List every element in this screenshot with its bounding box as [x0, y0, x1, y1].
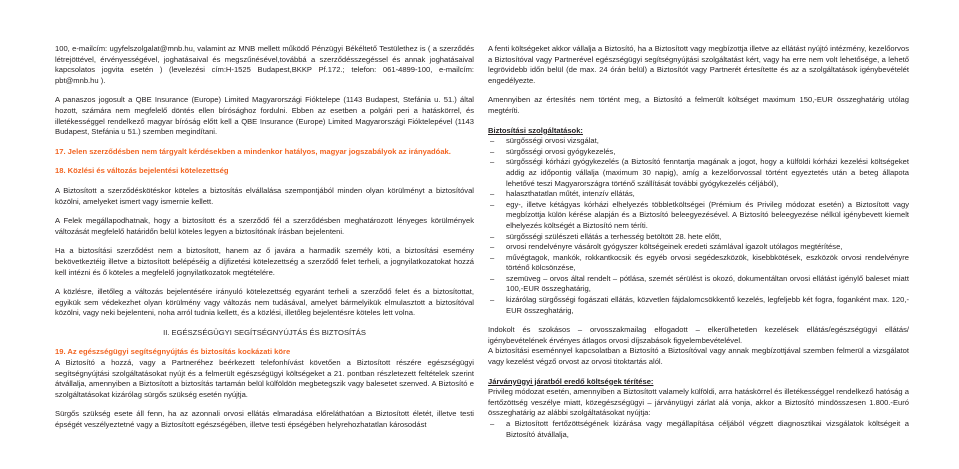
- services-title: Biztosítási szolgáltatások:: [488, 125, 583, 135]
- list-item: – a Biztosított fertőzöttségének kizárása vagy megállapítása céljából végzett diagnosztikai vizsgálatok költségeit a Biztosító átvállalja,: [488, 419, 909, 440]
- treatment-paragraph: Indokolt és szokásos – orvosszakmailag elfogadott – elkerülhetetlen kezelések ellátás/egészségügyi ellátás/ igénybevételének érvényes átlagos orvosi díjszabások figyelembevételével.: [488, 325, 909, 345]
- left-column: [55, 44, 474, 440]
- section-2-title: II. EGÉSZSÉGÜGYI SEGÍTSÉGNYÚJTÁS ÉS BIZTOSÍTÁS: [163, 327, 366, 337]
- agreement-paragraph: A Felek megállapodhatnak, hogy a biztosított és a szerződő fél a szerződésben meghatározott lényeges körülmények változását megfelelő határidőn belül köteles legyen a biztosítónak írásban bejelenteni.: [55, 216, 474, 236]
- list-item: – sürgősségi orvosi vizsgálat,: [488, 136, 909, 147]
- list-item: – egy-, illetve kétágyas kórházi elhelyezés többletköltségei (Prémium és Privileg módozat esetén) a Biztosított vagy megbízottja külön kérése alapján és a Biztosító beleegyezésével. A Biztosító beleegyezése nélkül igénybevett kiemelt elhelyezés költségét a Biztosító nem téríti.: [488, 200, 909, 232]
- services-list: [488, 136, 909, 316]
- list-item: – sürgősségi kórházi gyógykezelés (a Biztosító fenntartja magának a jogot, hogy a külföldi kórházi kezelési költségeket addig az időpontig vállalja (maximum 30 napig), amíg a kezelőorvossal történt egyeztetés után a beteg állapota lehetővé teszi Magyarországra történő szállítását további gyógykezelés céljából),: [488, 157, 909, 189]
- contact-paragraph: 100, e-mailcím: ugyfelszolgalat@mnb.hu, valamint az MNB mellett működő Pénzügyi Békéltető Testülethez is ( a szerződés létrejöttével, érvényességével, joghatásaival és megszűnésével,továbbá a szerződésszegéssel és annak joghatásaival kapcsolatos jogvita esetén ) (levelezési cím:H-1525 Budapest,BKKP Pf.172.; telefon: 061-4899-100, e-mailcím: pbt@mnb.hu ).: [55, 44, 474, 85]
- list-item: – orvosi rendelvényre vásárolt gyógyszer költségeinek eredeti számlával igazolt utólagos megtérítése,: [488, 242, 909, 253]
- third-party-paragraph: Ha a biztosítási szerződést nem a biztosított, hanem az ő javára a harmadik személy köti, a biztosítási esemény bekövetkeztéig illetve a biztosított belépéséig a díjfizetési kötelezettség a szerződő felet terheli, a jognyilatkozatokat hozzá kell intézni és ő köteles a megfelelő jognyilatkozatok megtételére.: [55, 246, 474, 277]
- notification-paragraph: A közlésre, illetőleg a változás bejelentésére irányuló kötelezettség egyaránt terheli a szerződő felet és a biztosítottat, egyikük sem védekezhet olyan körülmény vagy változás nem tudásával, amelyet bármelyikük elmulasztott a biztosítóval közölni, vagy neki bejelenteni, noha arról tudnia kellett, és a közlési, illetőleg bejelentésre köteles lett volna.: [55, 287, 474, 318]
- confidentiality-paragraph: A biztosítási eseménnyel kapcsolatban a Biztosító a Biztosítóval vagy annak megbízottjával szemben felmerül a vizsgálatot vagy kezelést végző orvost az orvosi titoktartás alól.: [488, 346, 909, 367]
- list-item: – sürgősségi orvosi gyógykezelés,: [488, 147, 909, 158]
- emergency-paragraph: Sürgős szükség esete áll fenn, ha az azonnali orvosi ellátás elmaradása előreláthatóan a Biztosított életét, illetve testi épségét veszélyeztetné vagy a Biztosított egészségében, illetve testi épségében helyrehozhatatlan károsodást: [55, 409, 474, 430]
- reimbursement-paragraph: Amennyiben az értesítés nem történt meg, a Biztosító a felmerült költséget maximum 150,-EUR összeghatárig utólag megtéríti.: [488, 95, 909, 115]
- epidemic-title: Járványügyi járatból eredő költségek térítése:: [488, 376, 654, 386]
- list-item: – szemüveg – orvos által rendelt – pótlása, szemét sérülést is okozó, dokumentáltan orvosi ellátást igénylő baleset miatt 100,-EUR összeghatárig,: [488, 274, 909, 295]
- epidemic-paragraph: Privileg módozat esetén, amennyiben a Biztosított valamely külföldi, arra hatáskörrel és illetékességgel rendelkező hatóság a fertőzöttség veszélye miatt, közegészségügyi – járványügyi zárlat alá vonja, akkor a Biztosító mindösszesen 1.800.-Euró összeghatárig az alábbi szolgáltatásokat nyújtja:: [488, 387, 909, 418]
- complaint-paragraph: A panaszos jogosult a QBE Insurance (Europe) Limited Magyarországi Fióktelepe (1143 Budapest, Stefánia u. 51.) által hozott, számára nem megfelelő döntés ellen bírósághoz fordulni. Ebben az esetben a polgári peri a hatáskörrel, és illetékességgel rendelkező magyar bíróság előtt kell a QBE Insurance (Europe) Limited Magyarországi Fióktelepével (1143 Budapest, Stefánia u 51.) szemben megindítani.: [55, 95, 474, 137]
- coverage-paragraph: A Biztosító a hozzá, vagy a Partneréhez beérkezett telefonhívást követően a Biztosított részére egészségügyi segítségnyújtási szolgáltatásokat nyújt és a felmerült egészségügyi költségeket a 21. pontban részletezett feltételek szerint átvállalja, amennyiben a Biztosított a biztosítás tartamán belül külföldön megbetegszik vagy balesetet szenved. A Biztosító e szolgáltatásokat kizárólag sürgős szükség esetén nyújtja.: [55, 358, 474, 399]
- right-column: [488, 44, 909, 440]
- section-18-heading: 18. Közlési és változás bejelentési kötelezettség: [55, 166, 229, 176]
- section-19-heading: 19. Az egészségügyi segítségnyújtás és biztosítás kockázati köre: [55, 347, 291, 357]
- list-item: – művégtagok, mankók, rokkantkocsik és egyéb orvosi segédeszközök, kisebbkötések, eszközök orvosi rendelvényre történő kölcsönzése,: [488, 253, 909, 274]
- section-17-heading: 17. Jelen szerződésben nem tárgyalt kérdésekben a mindenkor hatályos, magyar jogszabályok az irányadóak.: [55, 146, 451, 156]
- list-item: – halaszthatatlan műtét, intenzív ellátás,: [488, 189, 909, 200]
- epidemic-list: [488, 419, 909, 440]
- cost-conditions-paragraph: A fenti költségeket akkor vállalja a Biztosító, ha a Biztosított vagy megbízottja illetve az ellátást nyújtó intézmény, kezelőorvos a Biztosítóval vagy Partnerével egészségügyi segítségnyújtási szolgáltatást kért, vagy ha erre nem volt lehetősége, a lehető legrövidebb időn belül (de max. 24 órán belül) a Biztosítót vagy Partnerét értesítette és az a szolgáltatások igénybevételét engedélyezte.: [488, 44, 909, 85]
- disclosure-paragraph: A Biztosított a szerződéskötéskor köteles a biztosítás elvállalása szempontjából minden olyan körülményt a biztosítóval közölni, amelyeket ismert vagy ismernie kellett.: [55, 185, 474, 206]
- list-item: – kizárólag sürgősségi fogászati ellátás, közvetlen fájdalomcsökkentő kezelés, legfeljebb két fogra, foganként max. 120,-EUR összeghatárig,: [488, 295, 909, 316]
- list-item: – sürgősségi szülészeti ellátás a terhesség betöltött 28. hete előtt,: [488, 232, 909, 243]
